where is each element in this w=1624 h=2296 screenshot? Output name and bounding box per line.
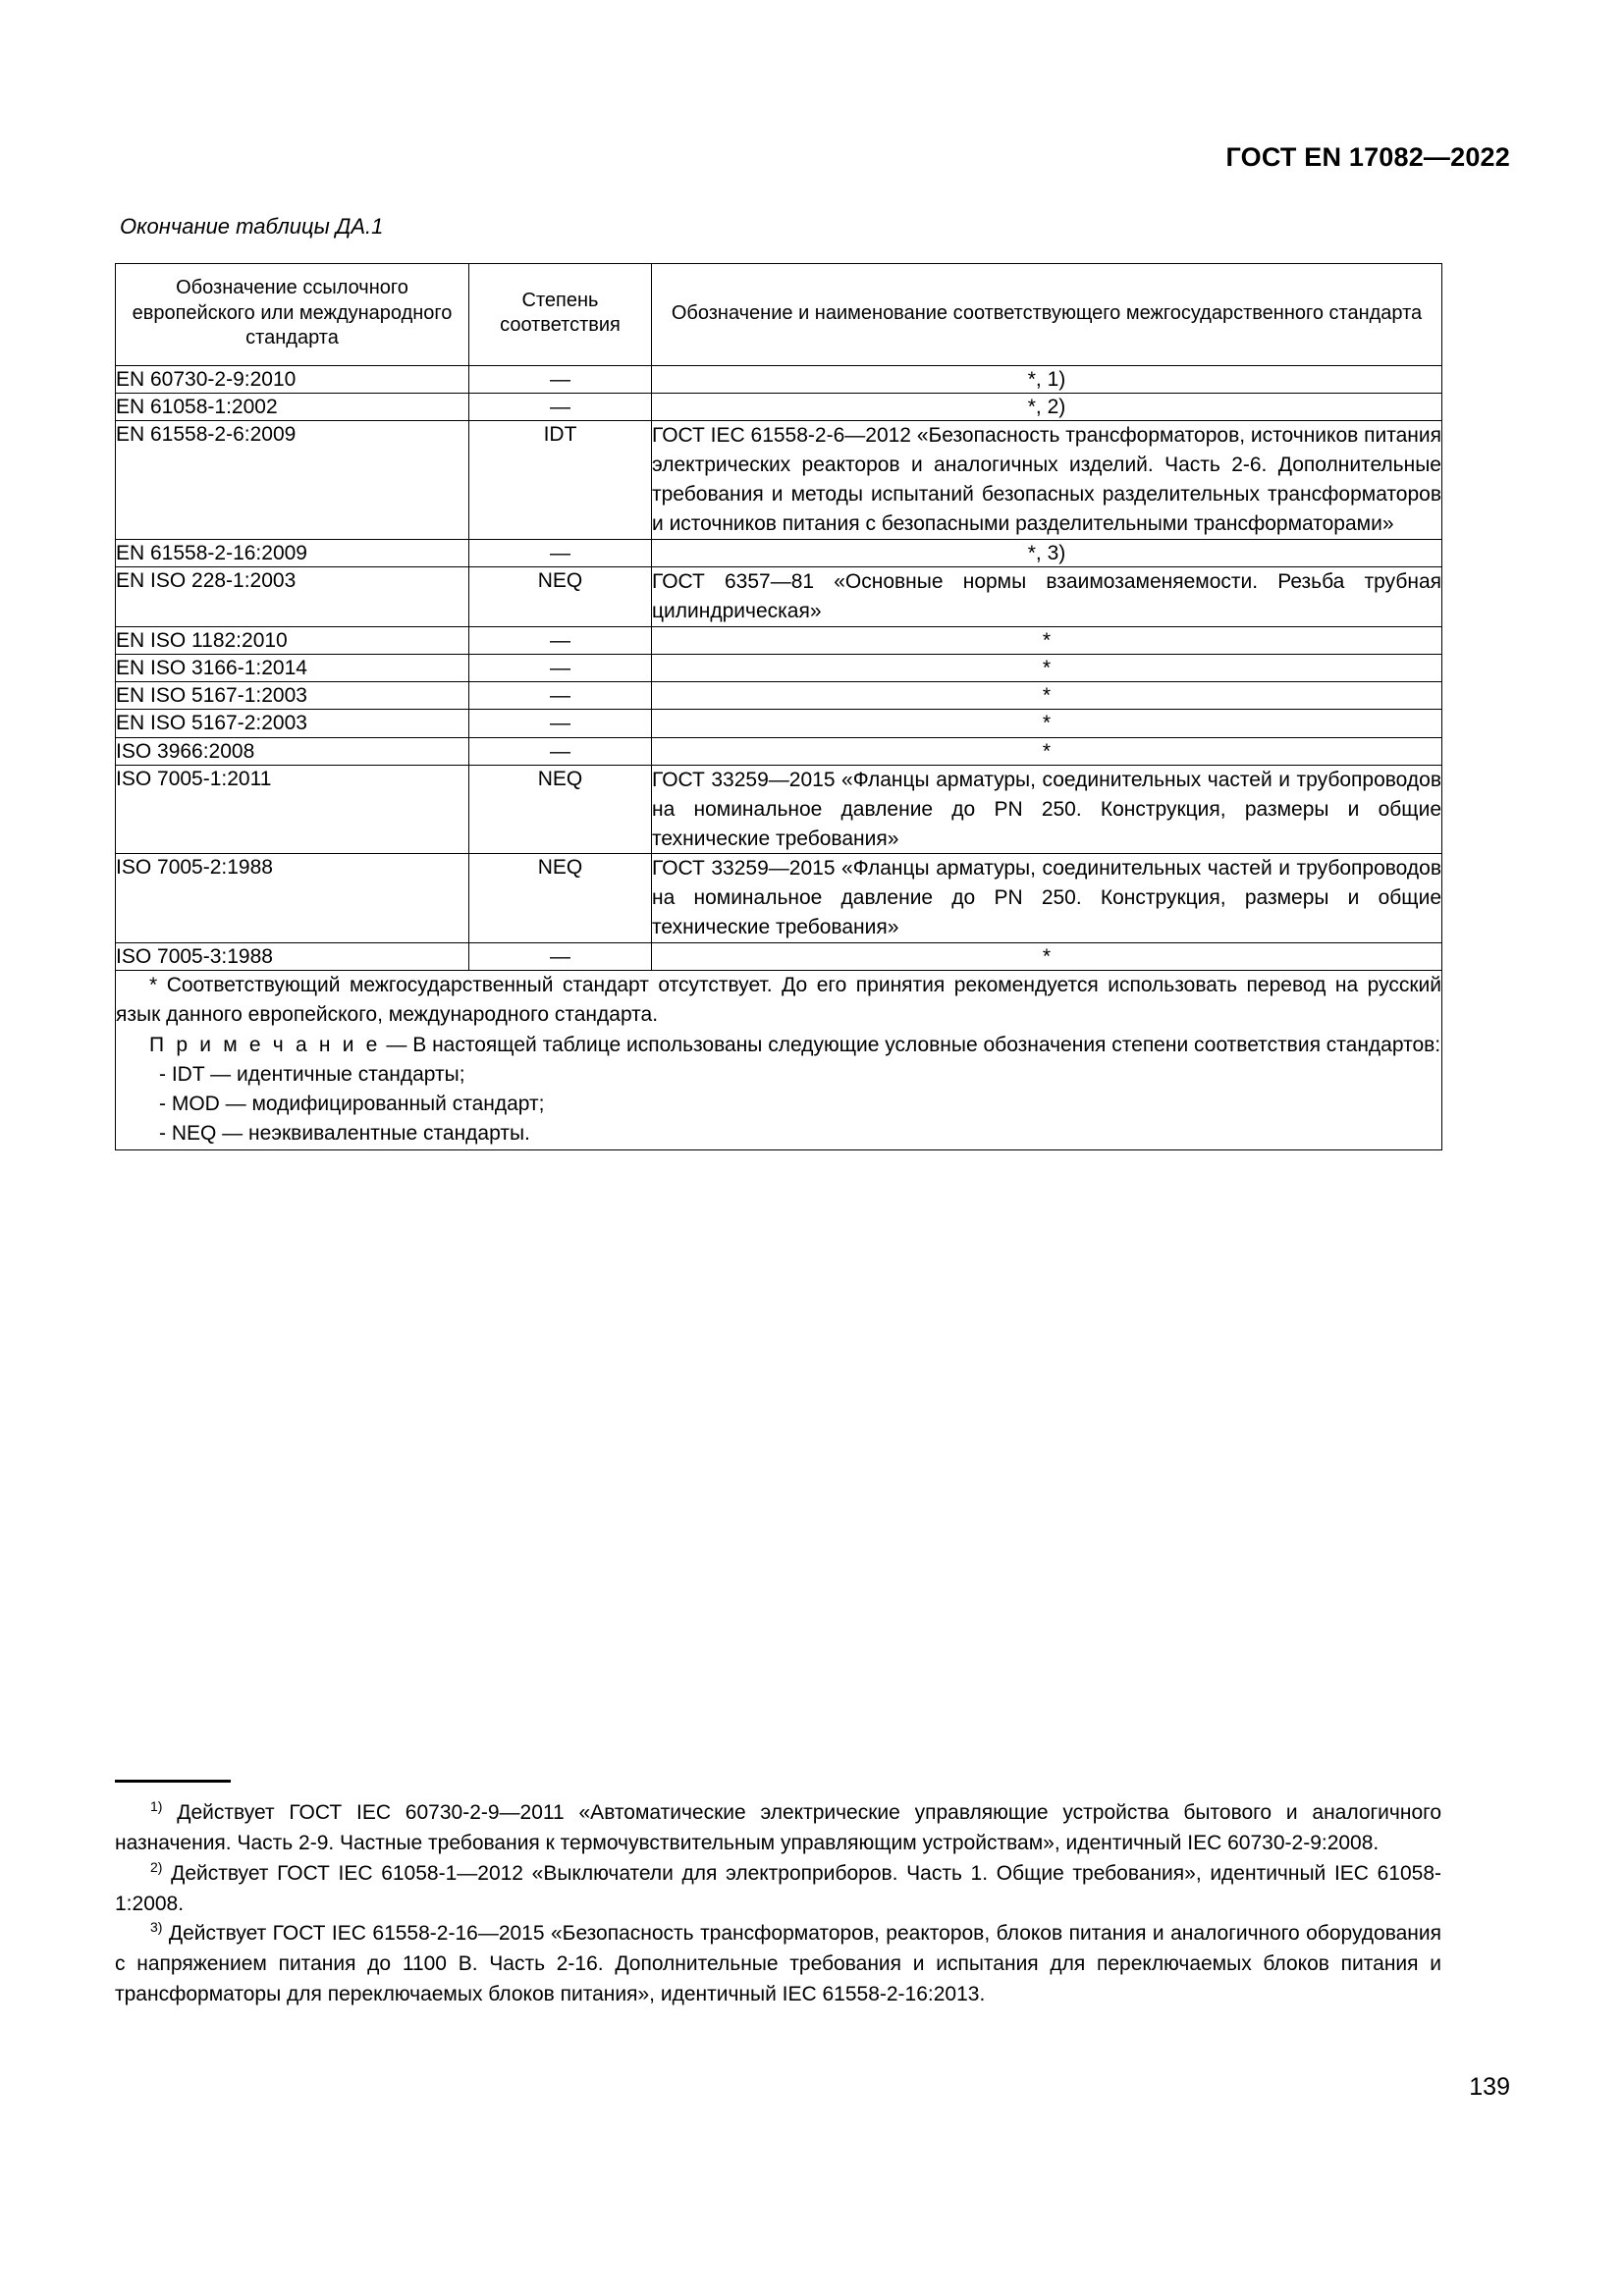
page-number: 139 — [1469, 2073, 1510, 2101]
running-head: ГОСТ EN 17082—2022 — [1225, 142, 1510, 172]
table-row — [116, 942, 1442, 970]
table-row — [116, 421, 1442, 539]
cell-interstate-standard: *, 1) — [652, 365, 1442, 393]
table-row — [116, 365, 1442, 393]
cell-degree-of-correspondence: — — [469, 539, 652, 566]
cell-reference-standard: EN ISO 3166-1:2014 — [116, 654, 469, 681]
cell-degree-of-correspondence: — — [469, 710, 652, 737]
cell-reference-standard: ISO 3966:2008 — [116, 737, 469, 765]
cell-reference-standard: ISO 7005-3:1988 — [116, 942, 469, 970]
table-row — [116, 682, 1442, 710]
cell-reference-standard: ISO 7005-1:2011 — [116, 766, 469, 854]
table-row — [116, 854, 1442, 942]
cell-degree-of-correspondence: NEQ — [469, 566, 652, 626]
cell-degree-of-correspondence: — — [469, 394, 652, 421]
cell-reference-standard: EN ISO 1182:2010 — [116, 626, 469, 654]
cell-degree-of-correspondence: IDT — [469, 421, 652, 539]
asterisk-note: * Соответствующий межгосударственный стандарт отсутствует. До его принятия рекомендуется использовать перевод на русский язык данного европейского, международного стандарта. — [116, 974, 1441, 1027]
cell-interstate-standard: *, 2) — [652, 394, 1442, 421]
cell-degree-of-correspondence: — — [469, 942, 652, 970]
footnote-marker: 2) — [150, 1858, 163, 1875]
cell-reference-standard: EN 61558-2-16:2009 — [116, 539, 469, 566]
column-header-degree: Степень соответствия — [469, 264, 652, 366]
cell-interstate-standard: *, 3) — [652, 539, 1442, 566]
table-row — [116, 539, 1442, 566]
footnote-marker: 1) — [150, 1798, 163, 1814]
cell-interstate-standard: * — [652, 654, 1442, 681]
footnote-text: Действует ГОСТ IEC 61558-2-16—2015 «Безопасность трансформаторов, реакторов, блоков питания и аналогичного оборудования с напряжением питания до 1100 В. Часть 2-16. Дополнительные требования и испытания для переключаемых блоков питания и трансформаторы для переключаемых блоков питания», идентичный IEC 61558-2-16:2013. — [115, 1922, 1441, 2006]
cell-reference-standard: EN ISO 5167-1:2003 — [116, 682, 469, 710]
legend-item-mod: - MOD — модифицированный стандарт; — [159, 1093, 545, 1116]
cell-reference-standard: ISO 7005-2:1988 — [116, 854, 469, 942]
table-row — [116, 626, 1442, 654]
table-row — [116, 394, 1442, 421]
footnote-item — [115, 1798, 1441, 1859]
cell-reference-standard: EN 61558-2-6:2009 — [116, 421, 469, 539]
cell-interstate-standard: * — [652, 942, 1442, 970]
table-footnote-block — [116, 971, 1442, 1149]
cell-interstate-standard: * — [652, 682, 1442, 710]
cell-interstate-standard: ГОСТ 33259—2015 «Фланцы арматуры, соединительных частей и трубопроводов на номинальное давление до PN 250. Конструкция, размеры и общие технические требования» — [652, 766, 1442, 854]
table-row — [116, 710, 1442, 737]
footnote-marker: 3) — [150, 1919, 163, 1936]
primechanie-label: П р и м е ч а н и е — [149, 1033, 381, 1056]
page-footnotes — [115, 1798, 1441, 2010]
footnote-text: Действует ГОСТ IEC 60730-2-9—2011 «Автоматические электрические управляющие устройства бытового и аналогичного назначения. Часть 2-9. Частные требования к термочувствительным управляющим устройствам», идентичный IEC 60730-2-9:2008. — [115, 1801, 1441, 1854]
table-row — [116, 654, 1442, 681]
table-row — [116, 766, 1442, 854]
column-header-interstate-standard: Обозначение и наименование соответствующего межгосударственного стандарта — [652, 264, 1442, 366]
table-header-row — [116, 264, 1442, 366]
table-footer-row — [116, 971, 1442, 1149]
cell-degree-of-correspondence: — — [469, 654, 652, 681]
footnote-item — [115, 1859, 1441, 1920]
legend-item-neq: - NEQ — неэквивалентные стандарты. — [159, 1122, 530, 1146]
cell-reference-standard: EN ISO 228-1:2003 — [116, 566, 469, 626]
table-caption: Окончание таблицы ДА.1 — [120, 214, 384, 239]
table-row — [116, 566, 1442, 626]
cell-reference-standard: EN ISO 5167-2:2003 — [116, 710, 469, 737]
cell-interstate-standard: * — [652, 737, 1442, 765]
cell-interstate-standard: ГОСТ IEC 61558-2-6—2012 «Безопасность трансформаторов, источников питания электрических реакторов и аналогичных изделий. Часть 2-6. Дополнительные требования и методы испытаний безопасных разделительных трансформаторов и источников питания с безопасными разделительными трансформаторами» — [652, 421, 1442, 539]
cell-reference-standard: EN 60730-2-9:2010 — [116, 365, 469, 393]
table-footer — [116, 971, 1442, 1149]
cell-interstate-standard: ГОСТ 33259—2015 «Фланцы арматуры, соединительных частей и трубопроводов на номинальное давление до PN 250. Конструкция, размеры и общие технические требования» — [652, 854, 1442, 942]
cell-interstate-standard: * — [652, 710, 1442, 737]
table-header — [116, 264, 1442, 366]
cell-degree-of-correspondence: — — [469, 737, 652, 765]
cell-degree-of-correspondence: — — [469, 682, 652, 710]
table-row — [116, 737, 1442, 765]
cell-degree-of-correspondence: NEQ — [469, 766, 652, 854]
cell-degree-of-correspondence: NEQ — [469, 854, 652, 942]
cell-interstate-standard: * — [652, 626, 1442, 654]
table-body — [116, 365, 1442, 970]
cell-interstate-standard: ГОСТ 6357—81 «Основные нормы взаимозаменяемости. Резьба трубная цилиндрическая» — [652, 566, 1442, 626]
legend-item-idt: - IDT — идентичные стандарты; — [159, 1062, 465, 1086]
column-header-reference-standard: Обозначение ссылочного европейского или международного стандарта — [116, 264, 469, 366]
cell-reference-standard: EN 61058-1:2002 — [116, 394, 469, 421]
footnote-item — [115, 1919, 1441, 2010]
primechanie-note — [116, 1031, 1441, 1060]
cell-degree-of-correspondence: — — [469, 365, 652, 393]
primechanie-text: — В настоящей таблице использованы следующие условные обозначения степени соответствия стандартов: — [380, 1033, 1441, 1056]
footnote-text: Действует ГОСТ IEC 61058-1—2012 «Выключатели для электроприборов. Часть 1. Общие требования», идентичный IEC 61058-1:2008. — [115, 1861, 1441, 1915]
footnote-separator-rule — [115, 1780, 231, 1783]
cell-degree-of-correspondence: — — [469, 626, 652, 654]
standards-correspondence-table — [115, 263, 1442, 1150]
